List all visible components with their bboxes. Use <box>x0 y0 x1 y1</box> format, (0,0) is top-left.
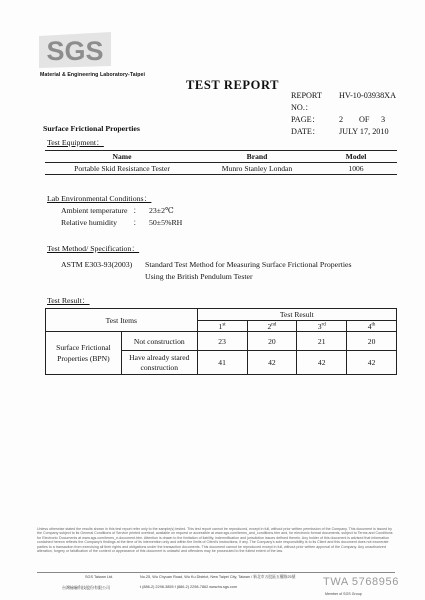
section-title: Surface Frictional Properties <box>43 124 140 133</box>
result-value: 42 <box>297 351 347 375</box>
env-label: Relative humidity <box>61 218 118 227</box>
result-value: 42 <box>347 351 397 375</box>
serial-prefix: TWA <box>323 576 349 588</box>
equipment-col-model: Model <box>315 151 397 163</box>
result-value: 41 <box>197 351 247 375</box>
logo-text: SGS <box>46 36 104 66</box>
result-value: 23 <box>197 332 247 351</box>
result-header-row <box>46 309 397 321</box>
page-total: 3 <box>381 115 386 124</box>
footer-address: No.25, Wu Chyuan Road, Wu Ku District, New Taipei City, Taiwan / 新北市五股區五權路25號 <box>140 575 296 579</box>
environment-heading: Lab Environmental Conditions： <box>47 194 152 203</box>
method-line <box>61 271 352 283</box>
lab-name: Material & Engineering Laboratory-Taipei <box>40 72 146 78</box>
equipment-table <box>45 150 397 175</box>
footer-divider <box>37 572 395 573</box>
page-number: 2 <box>339 115 344 124</box>
report-no-label: REPORT NO.： <box>291 91 322 112</box>
result-value: 20 <box>247 332 297 351</box>
equipment-col-name: Name <box>45 151 199 163</box>
env-label: Ambient temperature <box>61 206 128 215</box>
footer-company: SGS Taiwan Ltd. <box>85 575 114 579</box>
equipment-col-brand: Brand <box>199 151 315 163</box>
serial-number <box>323 576 399 588</box>
method-heading: Test Method/ Specification： <box>47 244 140 253</box>
result-heading: Test Result： <box>47 296 90 305</box>
method-title-line2: Using the British Pendulum Tester <box>145 272 253 281</box>
method-title-line1: Standard Test Method for Measuring Surface Frictional Properties <box>145 260 352 269</box>
result-value: 21 <box>297 332 347 351</box>
run-1-header: 1st <box>197 321 247 332</box>
list-item <box>61 217 182 229</box>
result-value: 20 <box>347 332 397 351</box>
footer-contact: t (886-2) 2298-3855 f (886-2) 2298-7862 www.tw.sgs.com <box>140 585 238 589</box>
page-label: PAGE： <box>291 115 320 124</box>
condition-label: Have already stared construction <box>121 351 197 375</box>
date-row <box>291 126 396 138</box>
report-number-row <box>291 90 396 114</box>
list-item <box>61 205 182 217</box>
run-2-header: 2nd <box>247 321 297 332</box>
result-value: 42 <box>247 351 297 375</box>
table-row <box>45 163 397 175</box>
serial-value: 5768956 <box>351 576 399 588</box>
run-4-header: 4th <box>347 321 397 332</box>
env-value: 50±5%RH <box>149 218 183 227</box>
fine-print: Unless otherwise stated the results shown in this test report refer only to the sample(s) tested. This test report cannot be reproduced, except in full, without prior written permission of the Company. This document is issued by the Company subject to its General Conditions of Service printed overleaf, available on request or accessible at www.sgs.com/terms_and_conditions.htm and, for electronic format documents, subject to Terms and Conditions for Electronic Documents at www.sgs.com/terms_e-document.htm. Attention is drawn to the limitation of liability, indemnification and jurisdiction issues defined therein. Any holder of this document is advised that information contained hereon reflects the Company's findings at the time of its intervention only and within the limits of Client's instructions, if any. The Company's sole responsibility is to its Client and this document does not exonerate parties to a transaction from exercising all their rights and obligations under the transaction documents. This document cannot be reproduced except in full, without prior written approval of the Company. Any unauthorized alteration, forgery or falsification of the content or appearance of this document is unlawful and offenders may be prosecuted to the fullest extent of the law. <box>37 527 393 554</box>
table-row <box>46 332 397 351</box>
report-no-value: HV-10-03938XA <box>339 91 397 100</box>
footer-member: Member of SGS Group <box>325 592 362 596</box>
run-3-header: 3rd <box>297 321 347 332</box>
date-value: JULY 17, 2010 <box>339 127 389 136</box>
condition-label: Not construction <box>121 332 197 351</box>
equipment-brand: Munro Stanley Londan <box>199 163 315 175</box>
equipment-header-row <box>45 151 397 163</box>
report-title: TEST REPORT <box>186 78 280 92</box>
page-of: OF <box>359 115 370 124</box>
date-label: DATE： <box>291 127 321 136</box>
env-colon: ： <box>133 218 141 227</box>
property-label: Surface Frictional Properties (BPN) <box>46 332 122 375</box>
sgs-logo <box>37 30 113 70</box>
method-block <box>61 259 352 283</box>
equipment-name: Portable Skid Resistance Tester <box>45 163 199 175</box>
footer-company-cn: 台灣檢驗科技股份有限公司 <box>62 585 110 590</box>
env-colon: ： <box>133 206 141 215</box>
equipment-model: 1006 <box>315 163 397 175</box>
test-result-header: Test Result <box>197 309 396 321</box>
env-value: 23±2℃ <box>149 206 174 215</box>
method-code: ASTM E303-93(2003) <box>61 260 133 269</box>
page-row <box>291 114 396 126</box>
method-line <box>61 259 352 271</box>
report-meta <box>291 90 396 138</box>
test-items-header: Test Items <box>46 309 198 332</box>
equipment-heading: Test Equipment： <box>47 138 104 147</box>
environment-list <box>61 205 182 229</box>
result-table <box>45 308 397 375</box>
